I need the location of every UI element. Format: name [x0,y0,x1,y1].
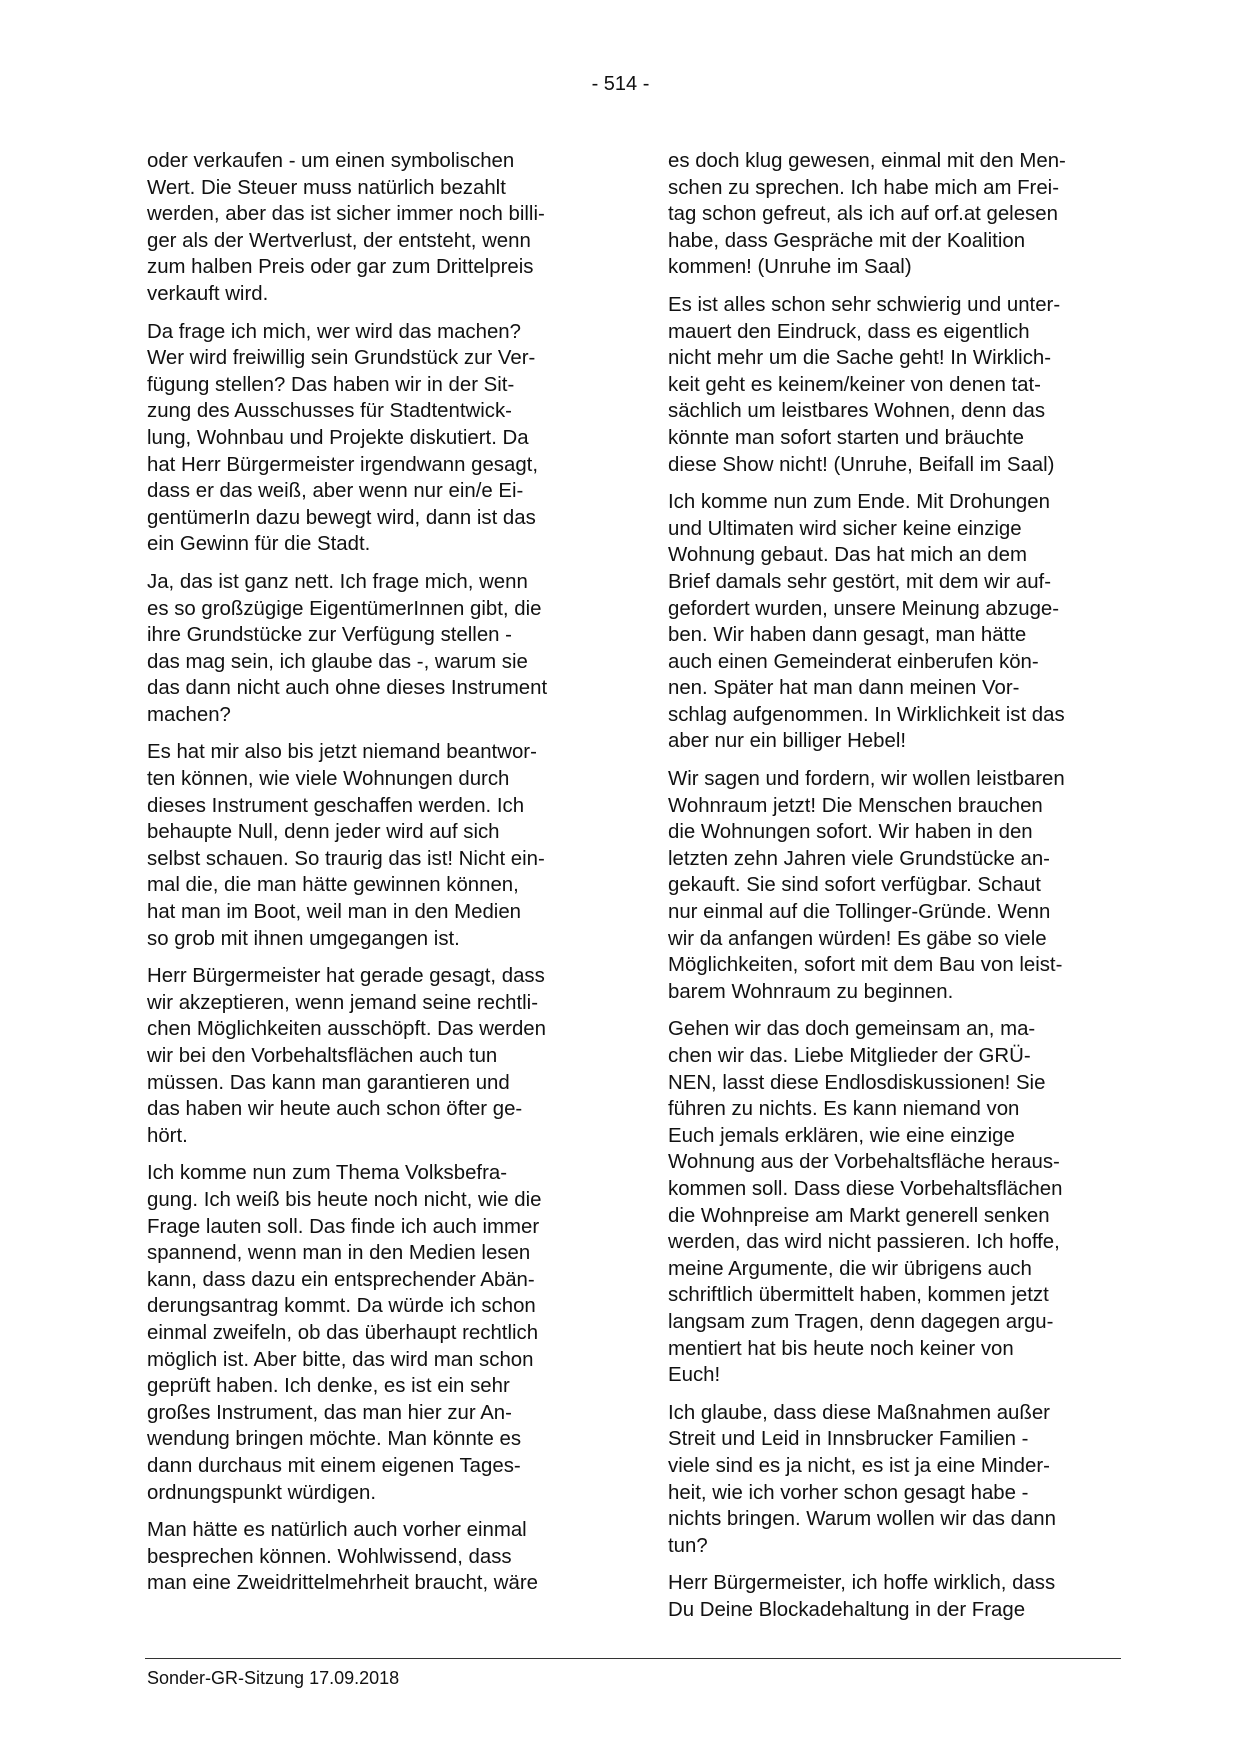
text-line: könnte man sofort starten und bräuchte [668,426,1024,449]
text-line: diese Show nicht! (Unruhe, Beifall im Saal) [668,453,1055,476]
text-line: möglich ist. Aber bitte, das wird man schon [147,1348,534,1371]
text-line: meine Argumente, die wir übrigens auch [668,1257,1032,1280]
paragraph [668,1400,1123,1560]
text-line: Streit und Leid in Innsbrucker Familien - [668,1428,1029,1451]
text-line: Ich komme nun zum Ende. Mit Drohungen [668,491,1050,514]
text-line: kann, dass dazu ein entsprechender Abän- [147,1268,535,1291]
text-line: dass er das weiß, aber wenn nur ein/e Ei- [147,480,524,503]
text-line: oder verkaufen - um einen symbolischen [147,150,515,172]
text-line: sächlich um leistbares Wohnen, denn das [668,400,1046,423]
text-line: Wir sagen und fordern, wir wollen leistbaren [668,768,1065,791]
text-line: kommen! (Unruhe im Saal) [668,256,912,279]
text-line: schen zu sprechen. Ich habe mich am Frei- [668,176,1059,199]
text-line: zung des Ausschusses für Stadtentwick- [147,400,512,423]
text-line: lung, Wohnbau und Projekte diskutiert. Da [147,426,529,449]
text-line: ten können, wie viele Wohnungen durch [147,768,510,791]
text-line: auch einen Gemeinderat einberufen kön- [668,650,1039,673]
text-line: Es hat mir also bis jetzt niemand beantwor- [147,741,537,764]
paragraph [668,489,1123,755]
paragraph [147,569,602,729]
text-line: werden, aber das ist sicher immer noch billi- [147,203,545,226]
text-line: schriftlich übermittelt haben, kommen jetzt [668,1284,1049,1307]
text-line: Herr Bürgermeister, ich hoffe wirklich, dass [668,1572,1056,1595]
text-line: die Wohnungen sofort. Wir haben in den [668,821,1033,844]
text-line: gekauft. Sie sind sofort verfügbar. Schaut [668,874,1041,897]
text-line: Es ist alles schon sehr schwierig und unter- [668,293,1061,316]
text-line: das mag sein, ich glaube das -, warum sie [147,650,528,673]
text-line: mal die, die man hätte gewinnen können, [147,874,519,897]
text-line: Man hätte es natürlich auch vorher einmal [147,1519,527,1542]
text-line: machen? [147,703,231,726]
text-line: fügung stellen? Das haben wir in der Sit- [147,373,515,396]
text-line: Euch jemals erklären, wie eine einzige [668,1124,1015,1147]
text-line: nen. Später hat man dann meinen Vor- [668,677,1020,700]
text-line: Wert. Die Steuer muss natürlich bezahlt [147,176,506,199]
text-line: letzten zehn Jahren viele Grundstücke an- [668,847,1050,870]
text-line: Möglichkeiten, sofort mit dem Bau von leist- [668,954,1063,977]
text-line: Du Deine Blockadehaltung in der Frage [668,1598,1026,1621]
text-line: wir da anfangen würden! Es gäbe so viele [668,927,1047,950]
text-line: Wer wird freiwillig sein Grundstück zur Ver- [147,347,536,370]
text-line: verkauft wird. [147,282,269,305]
text-line: die Wohnpreise am Markt generell senken [668,1204,1050,1227]
text-line: gentümerIn dazu bewegt wird, dann ist das [147,506,536,529]
text-line: ein Gewinn für die Stadt. [147,533,371,556]
text-line: barem Wohnraum zu beginnen. [668,980,954,1003]
text-line: ihre Grundstücke zur Verfügung stellen - [147,624,512,647]
text-line: heit, wie ich vorher schon gesagt habe - [668,1481,1029,1504]
text-line: das dann nicht auch ohne dieses Instrument [147,677,548,700]
text-line: dieses Instrument geschaffen werden. Ich [147,794,525,817]
paragraph [147,1160,602,1506]
text-line: mentiert hat bis heute noch keiner von [668,1337,1014,1360]
text-line: zum halben Preis oder gar zum Drittelpreis [147,256,534,279]
footer-session-label: Sonder-GR-Sitzung 17.09.2018 [147,1668,400,1688]
text-line: Gehen wir das doch gemeinsam an, ma- [668,1018,1036,1041]
text-line: Frage lauten soll. Das finde ich auch immer [147,1215,540,1238]
text-line: NEN, lasst diese Endlosdiskussionen! Sie [668,1071,1046,1094]
text-line: hat man im Boot, weil man in den Medien [147,901,522,924]
text-line: nur einmal auf die Tollinger-Gründe. Wenn [668,901,1051,924]
text-line: tun? [668,1534,708,1557]
text-line: ger als der Wertverlust, der entsteht, wenn [147,229,531,252]
text-line: es so großzügige EigentümerInnen gibt, die [147,597,542,620]
text-line: gefordert wurden, unsere Meinung abzuge- [668,597,1060,620]
text-line: keit geht es keinem/keiner von denen tat- [668,373,1041,396]
text-line: Herr Bürgermeister hat gerade gesagt, dass [147,965,545,988]
paragraph [668,1570,1123,1623]
text-line: nicht mehr um die Sache geht! In Wirklich- [668,347,1052,370]
text-line: langsam zum Tragen, denn dagegen argu- [668,1310,1054,1333]
paragraph [668,292,1123,478]
text-line: wendung bringen möchte. Man könnte es [147,1428,522,1451]
text-line: gung. Ich weiß bis heute noch nicht, wie die [147,1188,542,1211]
text-line: man eine Zweidrittelmehrheit braucht, wäre [147,1572,538,1595]
text-line: aber nur ein billiger Hebel! [668,730,907,753]
text-line: nichts bringen. Warum wollen wir das dann [668,1508,1056,1531]
text-line: Brief damals sehr gestört, mit dem wir auf- [668,570,1052,593]
text-line: kommen soll. Dass diese Vorbehaltsflächen [668,1177,1063,1200]
text-line: einmal zweifeln, ob das überhaupt rechtlich [147,1321,539,1344]
text-line: spannend, wenn man in den Medien lesen [147,1242,531,1265]
text-line: wir akzeptieren, wenn jemand seine rechtli- [147,991,539,1014]
text-line: Ja, das ist ganz nett. Ich frage mich, wenn [147,570,528,593]
text-line: behaupte Null, denn jeder wird auf sich [147,821,500,844]
paragraph [147,319,602,558]
text-line: derungsantrag kommt. Da würde ich schon [147,1295,536,1318]
paragraph [668,766,1123,1005]
text-line: es doch klug gewesen, einmal mit den Men- [668,150,1066,172]
text-line: dann durchaus mit einem eigenen Tages- [147,1454,521,1477]
text-line: Wohnung gebaut. Das hat mich an dem [668,544,1027,567]
text-line: chen Möglichkeiten ausschöpft. Das werden [147,1018,546,1041]
text-line: schlag aufgenommen. In Wirklichkeit ist das [668,703,1065,726]
text-line: besprechen können. Wohlwissend, dass [147,1545,512,1568]
text-line: Wohnraum jetzt! Die Menschen brauchen [668,794,1043,817]
text-line: geprüft haben. Ich denke, es ist ein sehr [147,1375,510,1398]
paragraph [147,1517,602,1597]
text-line: ordnungspunkt würdigen. [147,1481,376,1504]
paragraph [147,739,602,952]
text-line: tag schon gefreut, als ich auf orf.at gelesen [668,203,1058,226]
text-line: so grob mit ihnen umgegangen ist. [147,927,460,950]
footer-divider [145,1658,1121,1659]
paragraph [668,148,1123,281]
text-line: ben. Wir haben dann gesagt, man hätte [668,624,1027,647]
paragraph [147,963,602,1149]
text-line: und Ultimaten wird sicher keine einzige [668,517,1022,540]
text-line: wir bei den Vorbehaltsflächen auch tun [147,1045,498,1067]
page-number: - 514 - [591,73,650,95]
text-line: müssen. Das kann man garantieren und [147,1071,510,1094]
text-line: chen wir das. Liebe Mitglieder der GRÜ- [668,1045,1031,1067]
text-line: Euch! [668,1364,721,1387]
text-line: das haben wir heute auch schon öfter ge- [147,1098,523,1121]
paragraph [668,1016,1123,1388]
left-column [147,148,602,1608]
text-line: Da frage ich mich, wer wird das machen? [147,320,521,343]
paragraph [147,148,602,308]
text-line: Ich komme nun zum Thema Volksbefra- [147,1162,508,1185]
text-line: Ich glaube, dass diese Maßnahmen außer [668,1401,1050,1424]
right-column [668,148,1123,1634]
text-line: großes Instrument, das man hier zur An- [147,1401,512,1424]
text-line: habe, dass Gespräche mit der Koalition [668,229,1026,252]
text-line: hört. [147,1124,188,1147]
text-line: Wohnung aus der Vorbehaltsfläche heraus- [668,1151,1060,1174]
text-line: selbst schauen. So traurig das ist! Nicht ein- [147,847,545,870]
text-line: viele sind es ja nicht, es ist ja eine Minder- [668,1454,1050,1477]
text-line: mauert den Eindruck, dass es eigentlich [668,320,1030,343]
text-line: hat Herr Bürgermeister irgendwann gesagt, [147,453,539,476]
text-line: führen zu nichts. Es kann niemand von [668,1098,1020,1121]
text-line: werden, das wird nicht passieren. Ich hoffe, [668,1231,1060,1254]
